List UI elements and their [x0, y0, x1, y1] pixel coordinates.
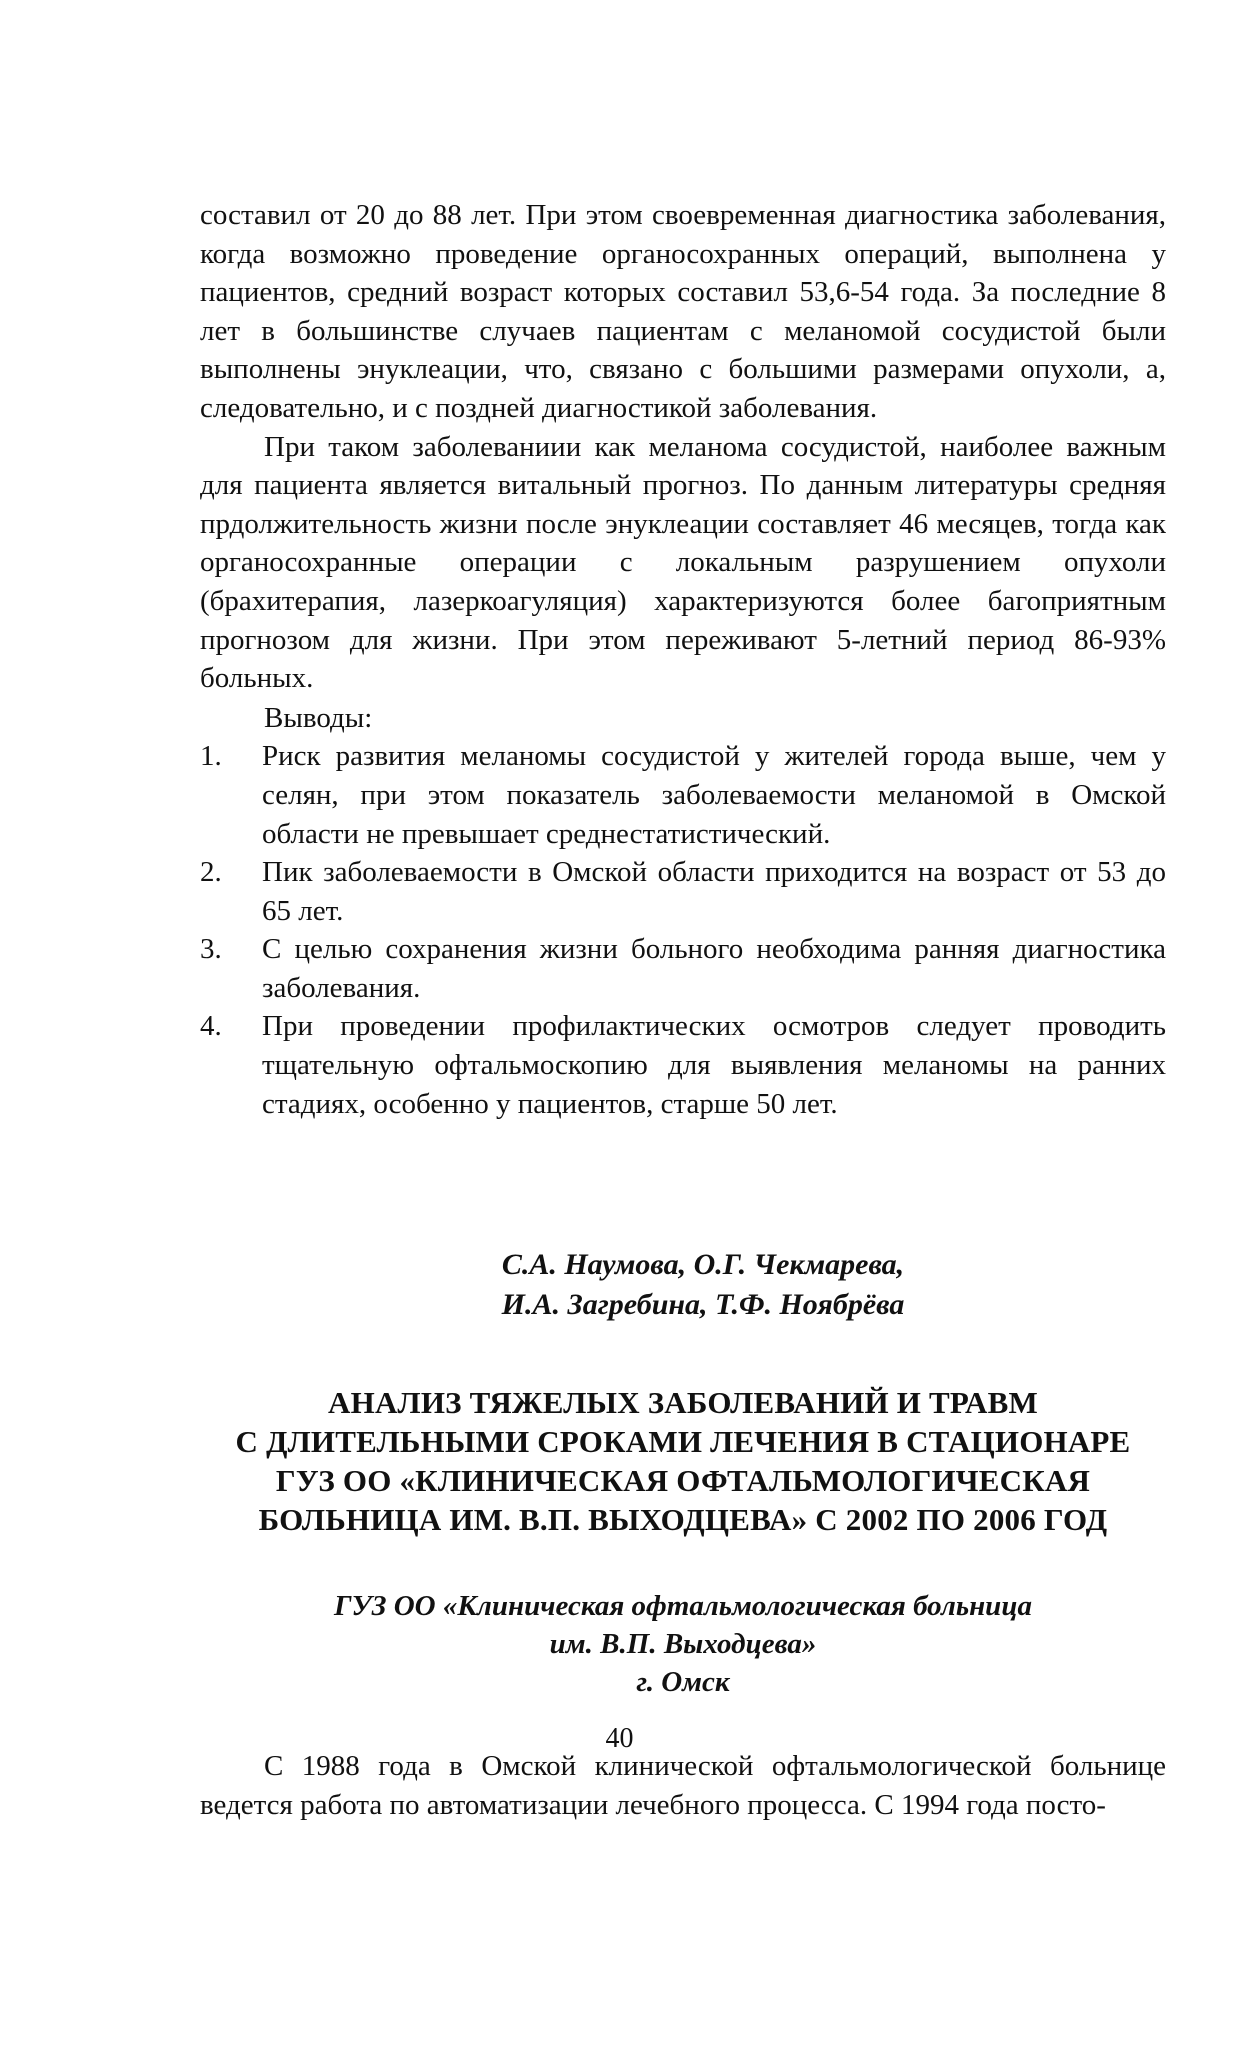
paragraph-vital-prognosis: При таком заболеваниии как меланома сосудистой, наиболее важным для пациента является витальный прогноз. По данным литературы средняя прдолжительность жизни после энуклеации составляет 46 месяцев, тогда как органосохранные операции с локальным разрушением опухоли (брахитерапия, лазеркоагуляция) характеризуются более багоприятным прогнозом для жизни. При этом переживают 5-летний период 86-93% больных. — [200, 430, 1166, 695]
title-line: ГУЗ ОО «КЛИНИЧЕСКАЯ ОФТАЛЬМОЛОГИЧЕСКАЯ — [275, 1463, 1091, 1499]
conclusion-item — [200, 1007, 1166, 1123]
conclusion-text: Пик заболеваемости в Омской области приходится на возраст от 53 до 65 лет. — [262, 856, 1166, 927]
paragraph-incidence-age: составил от 20 до 88 лет. При этом своевременная диагностика заболевания, когда возможно проведение органосохранных операций, выполнена у пациентов, средний возраст которых составил 53,6-54 года. За последние 8 лет в большинстве случаев пациентам с меланомой сосудистой были выполнены энуклеации, что, связано с большими размерами опухоли, а, следовательно, и с поздней диагностикой заболевания. — [200, 199, 1166, 424]
authors-line: И.А. Загребина, Т.Ф. Ноябрёва — [501, 1288, 905, 1322]
title-line: АНАЛИЗ ТЯЖЕЛЫХ ЗАБОЛЕВАНИЙ И ТРАВМ — [328, 1385, 1038, 1421]
title-line: БОЛЬНИЦА ИМ. В.П. ВЫХОДЦЕВА» С 2002 ПО 2006 ГОД — [258, 1502, 1108, 1538]
conclusion-number: 4. — [200, 1010, 222, 1043]
page-number: 40 — [605, 1723, 634, 1754]
article-body-paragraph: С 1988 года в Омской клинической офтальмологической больнице ведется работа по автоматизации лечебного процесса. С 1994 года посто- — [200, 1750, 1166, 1821]
conclusion-number: 2. — [200, 856, 222, 889]
conclusion-item — [200, 737, 1166, 853]
conclusion-number: 3. — [200, 933, 222, 966]
affiliation-line: г. Омск — [636, 1666, 730, 1699]
conclusions-heading: Выводы: — [264, 701, 373, 734]
article-authors — [200, 1245, 1166, 1325]
conclusion-number: 1. — [200, 740, 222, 773]
conclusion-text: При проведении профилактических осмотров следует проводить тщательную офтальмоскопию для выявления меланомы на ранних стадиях, особенно у пациентов, старше 50 лет. — [262, 1010, 1166, 1120]
page-content — [200, 196, 1166, 1824]
conclusions-list — [200, 737, 1166, 1123]
affiliation-line: им. В.П. Выходцева» — [549, 1628, 817, 1661]
article-affiliation — [200, 1587, 1166, 1701]
article-title — [200, 1383, 1166, 1539]
conclusion-item — [200, 930, 1166, 1007]
conclusion-item — [200, 853, 1166, 930]
conclusion-text: С целью сохранения жизни больного необходима ранняя диагностика заболевания. — [262, 933, 1166, 1004]
affiliation-line: ГУЗ ОО «Клиническая офтальмологическая больница — [334, 1590, 1032, 1623]
authors-line: С.А. Наумова, О.Г. Чекмарева, — [501, 1248, 905, 1282]
conclusion-text: Риск развития меланомы сосудистой у жителей города выше, чем у селян, при этом показатель заболеваемости меланомой в Омской области не превышает среднестатистический. — [262, 740, 1166, 850]
title-line: С ДЛИТЕЛЬНЫМИ СРОКАМИ ЛЕЧЕНИЯ В СТАЦИОНАРЕ — [235, 1424, 1131, 1460]
